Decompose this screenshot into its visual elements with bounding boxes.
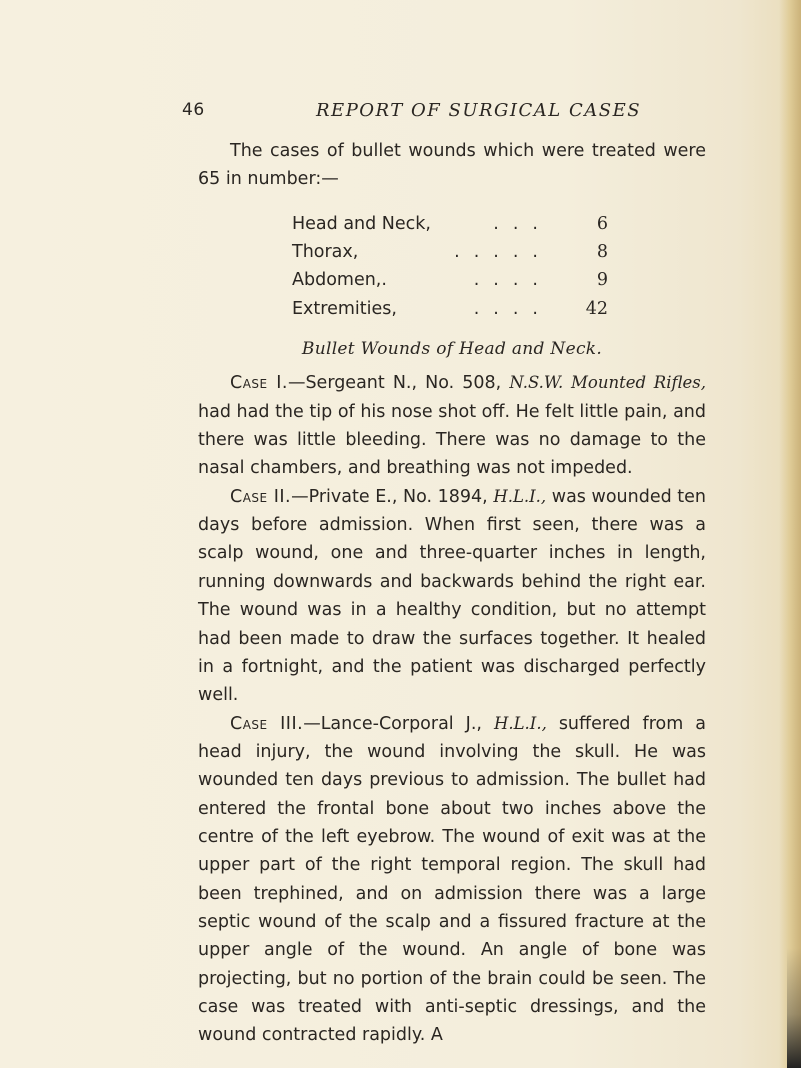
- running-title: REPORT OF SURGICAL CASES: [316, 100, 642, 121]
- count-label: Extremities,: [292, 298, 397, 319]
- case-paragraph: [198, 369, 706, 482]
- case-label: Case III.: [230, 713, 304, 734]
- count-leader-dots: .....: [454, 242, 552, 263]
- case-label: Case I.: [230, 373, 288, 394]
- count-label: Head and Neck,: [292, 213, 431, 234]
- count-leader-dots: ...: [493, 213, 552, 234]
- count-value: 9: [596, 270, 608, 291]
- table-row: [292, 238, 608, 266]
- page-body: [198, 137, 706, 1050]
- intro-paragraph: The cases of bullet wounds which were treated were 65 in number:—: [198, 141, 706, 190]
- table-row: [292, 295, 608, 323]
- case-lead: —Private E., No. 1894,: [291, 486, 494, 507]
- unit-name: H.L.I.,: [493, 713, 547, 733]
- count-leader-dots: ....: [473, 298, 552, 319]
- corner-binding-mark: [787, 948, 801, 1068]
- count-label: Thorax,: [292, 242, 359, 263]
- case-label: Case II.: [230, 486, 292, 507]
- table-row: [292, 210, 608, 238]
- case-paragraph: [198, 483, 706, 710]
- page-number: 46: [182, 100, 205, 120]
- count-value: 6: [596, 213, 608, 234]
- count-label: Abdomen,.: [292, 270, 387, 291]
- case-text: suffered from a head injury, the wound involving the skull. He was wounded ten days previous to admission. The bullet had entered the frontal bone about two inches above the centre of the left eyebrow. The wound of exit was at the upper part of the right temporal region. The skull had been trephined, and on admission there was a large septic wound of the scalp and a fissured fracture at the upper angle of the wound. An angle of bone was projecting, but no portion of the brain could be seen. The case was treated with anti-septic dressings, and the wound contracted rapidly. A: [198, 713, 706, 1046]
- case-count-table: [292, 210, 608, 323]
- case-paragraph: [198, 710, 706, 1050]
- table-row: [292, 266, 608, 294]
- unit-name: H.L.I.,: [493, 486, 547, 506]
- case-text: had had the tip of his nose shot off. He felt little pain, and there was little bleeding. There was no damage to the nasal chambers, and breathing was not impeded.: [198, 401, 706, 479]
- count-leader-dots: ....: [473, 270, 552, 291]
- page-header: [182, 100, 750, 130]
- case-text: was wounded ten days before admission. When first seen, there was a scalp wound, one and three-quarter inches in length, running downwards and backwards behind the right ear. The wound was in a healthy condition, but no attempt had been made to draw the surfaces together. It healed in a fortnight, and the patient was discharged perfectly well.: [198, 486, 707, 706]
- case-lead: —Lance-Corporal J.,: [303, 713, 494, 734]
- section-heading: Bullet Wounds of Head and Neck.: [301, 339, 603, 360]
- count-value: 42: [585, 298, 608, 319]
- case-lead: —Sergeant N., No. 508,: [287, 373, 510, 394]
- count-value: 8: [596, 242, 608, 263]
- unit-name: N.S.W. Mounted Rifles,: [509, 373, 706, 393]
- page-edge-shadow: [779, 0, 801, 1068]
